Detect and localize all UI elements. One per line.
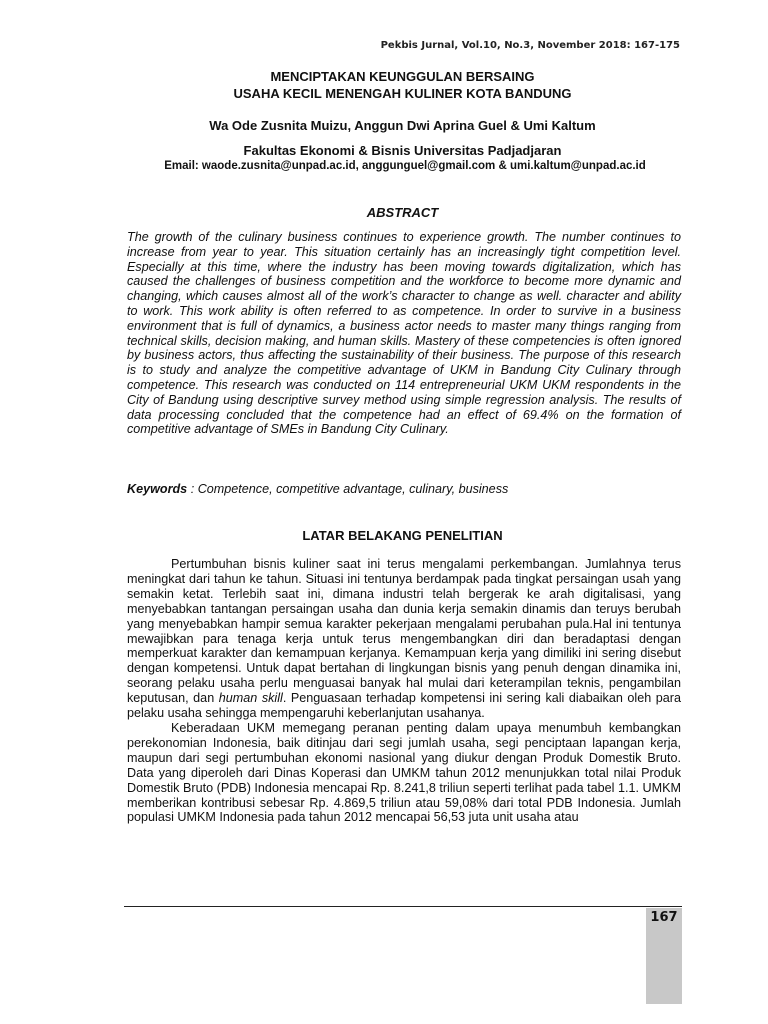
paper-title — [125, 68, 680, 102]
paragraph-1-italic: human skill — [218, 691, 283, 706]
keywords — [127, 482, 681, 496]
title-line-1: MENCIPTAKAN KEUNGGULAN BERSAING — [270, 69, 535, 84]
footer-rule — [124, 906, 682, 907]
page-number: 167 — [650, 910, 678, 925]
paragraph-1 — [127, 557, 681, 721]
paragraph-2: Keberadaan UKM memegang peranan penting dalam upaya menumbuh kembangkan perekonomian Indonesia, baik ditinjau dari segi jumlah usaha, segi penciptaan lapangan kerja, maupun dari segi pertumbuhan ekonomi nasional yang diukur dengan Produk Domestik Bruto. Data yang diperoleh dari Dinas Koperasi dan UMKM tahun 2012 menunjukkan total nilai Produk Domestik Bruto (PDB) Indonesia mencapai Rp. 8.241,8 triliun seperti terlihat pada tabel 1.1. UMKM memberikan kontribusi sebesar Rp. 4.869,5 triliun atau 59,08% dari total PDB Indonesia. Jumlah populasi UMKM Indonesia pada tahun 2012 mencapai 56,53 juta unit usaha atau — [127, 720, 681, 825]
journal-reference: Pekbis Jurnal, Vol.10, No.3, November 2018: 167-175 — [380, 40, 680, 51]
email-line: Email: waode.zusnita@unpad.ac.id, anggunguel@gmail.com & umi.kaltum@unpad.ac.id — [164, 160, 646, 172]
affiliation: Fakultas Ekonomi & Bisnis Universitas Padjadjaran — [243, 143, 562, 158]
abstract-text: The growth of the culinary business continues to experience growth. The number continues to increase from year to year. This situation certainly has an increasingly tight competition level. Especially at this time, where the industry has been moving towards digitalization, which has caused the challenges of business competition and the workforce to become more dynamic and changing, which causes almost all of the work’s character to change as well. character and ability to work. This work ability is often referred to as competence. In order to survive in a business environment that is full of dynamics, a business actor needs to master many things ranging from technical skills, decision making, and human skills. Mastery of these competencies is often ignored by business actors, thus affecting the sustainability of their business. The purpose of this research is to study and analyze the competitive advantage of UKM in Bandung City Culinary through competence. This research was conducted on 114 entrepreneurial UKM UKM respondents in the City of Bandung using descriptive survey method using simple regression analysis. The results of data processing concluded that the competence had an effect of 69.4% on the formation of competitive advantage of SMEs in Bandung City Culinary. — [127, 230, 681, 437]
title-line-2: USAHA KECIL MENENGAH KULINER KOTA BANDUNG — [233, 86, 572, 101]
body-text — [127, 557, 681, 825]
authors: Wa Ode Zusnita Muizu, Anggun Dwi Aprina Guel & Umi Kaltum — [209, 118, 596, 133]
keywords-text: : Competence, competitive advantage, culinary, business — [187, 482, 509, 496]
abstract-heading: ABSTRACT — [366, 205, 439, 220]
paragraph-1-part-2: . Penguasaan terhadap kompetensi ini sering kali diabaikan oleh para pelaku usaha sehingga mempengaruhi keberlanjutan usahanya. — [127, 691, 681, 721]
paragraph-1-part-1: Pertumbuhan bisnis kuliner saat ini terus mengalami perkembangan. Jumlahnya terus meningkat dari tahun ke tahun. Situasi ini tentunya berdampak pada tingkat persaingan usah yang semakin ketat. Terlebih saat ini, dimana industri telah bergerak ke arah digitalisasi, yang menyebabkan tantangan persaingan usaha dan dunia kerja semakin dinamis dan teruys berubah yang menyebabkan hampir semua karakter pekerjaan mengalami perubahan pula.Hal ini tentunya mewajibkan para tenaga kerja untuk terus mengembangkan diri dan beradaptasi dengan memperkuat karakter dan kemampuan kerjanya. Kemampuan kerja yang dimiliki ini sering disebut dengan kompetensi. Untuk dapat bertahan di lingkungan bisnis yang penuh dengan dinamika ini, seorang pelaku usaha perlu menguasai banyak hal mulai dari keterampilan teknis, pengambilan keputusan, dan — [127, 557, 681, 706]
section-heading: LATAR BELAKANG PENELITIAN — [302, 528, 503, 543]
keywords-label: Keywords — [127, 482, 188, 496]
